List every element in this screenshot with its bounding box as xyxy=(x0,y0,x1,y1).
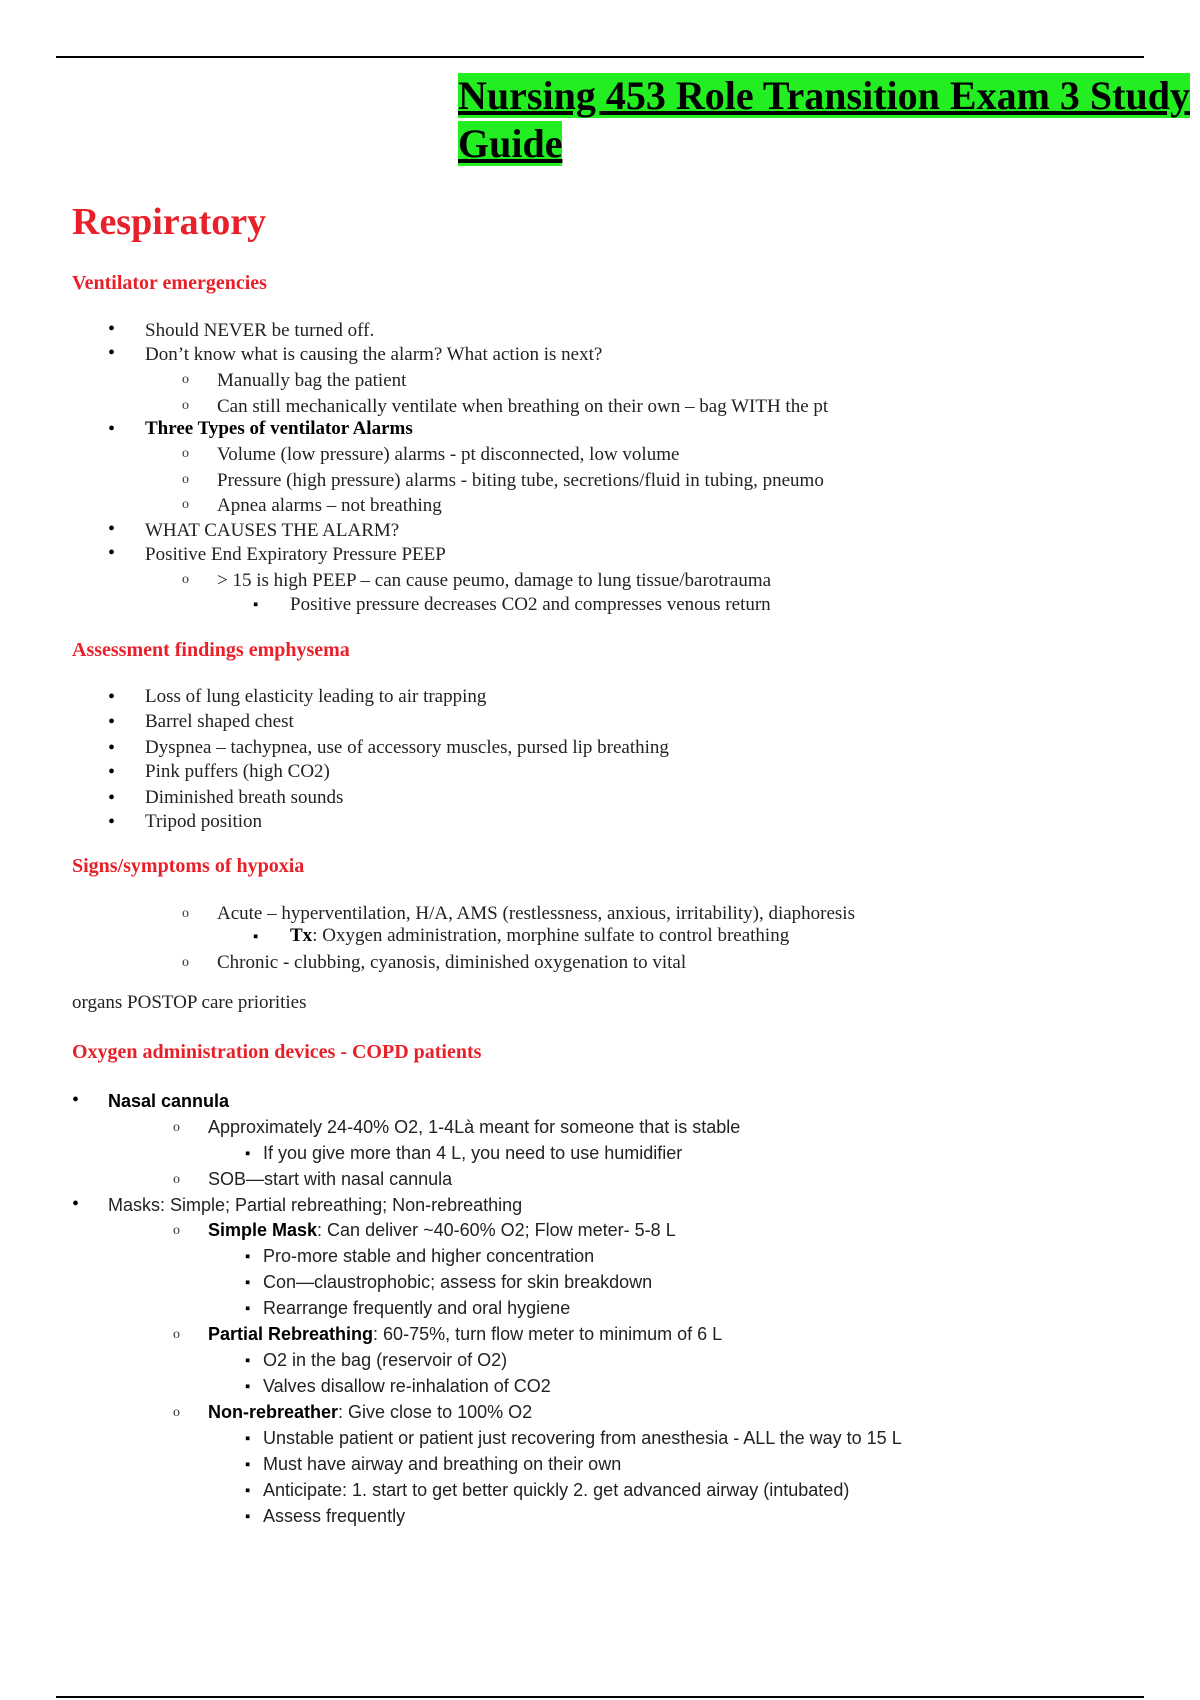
list-item xyxy=(208,1324,722,1345)
list-item: Tripod position xyxy=(145,811,263,832)
circle-bullet-icon: o xyxy=(173,1405,180,1420)
non-rebreather-text: : Give close to 100% O2 xyxy=(338,1402,533,1422)
non-rebreather-label: Non-rebreather xyxy=(208,1402,339,1422)
list-item: O2 in the bag (reservoir of O2) xyxy=(263,1350,508,1370)
list-item: > 15 is high PEEP – can cause peumo, damage to lung tissue/barotrauma xyxy=(217,570,772,591)
list-item: Con—claustrophobic; assess for skin breakdown xyxy=(263,1272,653,1292)
simple-mask-text: : Can deliver ~40-60% O2; Flow meter- 5-8 L xyxy=(317,1220,676,1240)
bottom-rule xyxy=(56,1696,1144,1698)
square-bullet-icon: ▪ xyxy=(245,1275,251,1291)
list-item: Anticipate: 1. start to get better quickly 2. get advanced airway (intubated) xyxy=(263,1480,850,1500)
heading-emphysema: Assessment findings emphysema xyxy=(72,639,350,661)
circle-bullet-icon: o xyxy=(182,398,189,413)
list-item: Volume (low pressure) alarms - pt disconnected, low volume xyxy=(217,444,680,465)
list-item: SOB—start with nasal cannula xyxy=(208,1169,453,1189)
bullet-icon: • xyxy=(108,787,116,809)
circle-bullet-icon: o xyxy=(182,372,189,387)
list-item: Don’t know what is causing the alarm? What action is next? xyxy=(145,344,603,365)
bullet-icon: • xyxy=(108,711,116,733)
list-item: Rearrange frequently and oral hygiene xyxy=(263,1298,571,1318)
circle-bullet-icon: o xyxy=(173,1172,180,1187)
tx-text: : Oxygen administration, morphine sulfate to control breathing xyxy=(312,925,790,946)
list-item: Must have airway and breathing on their own xyxy=(263,1454,622,1474)
partial-rebreathing-text: : 60-75%, turn flow meter to minimum of 6 L xyxy=(373,1324,723,1344)
circle-bullet-icon: o xyxy=(182,446,189,461)
square-bullet-icon: ▪ xyxy=(253,597,259,613)
list-item: Three Types of ventilator Alarms xyxy=(145,418,413,439)
square-bullet-icon: ▪ xyxy=(245,1301,251,1317)
list-item: Should NEVER be turned off. xyxy=(145,320,375,341)
list-item: Masks: Simple; Partial rebreathing; Non-rebreathing xyxy=(108,1195,523,1215)
list-item xyxy=(208,1220,676,1241)
circle-bullet-icon: o xyxy=(182,572,189,587)
list-item: Chronic - clubbing, cyanosis, diminished oxygenation to vital xyxy=(217,952,687,973)
list-item: Barrel shaped chest xyxy=(145,711,294,732)
square-bullet-icon: ▪ xyxy=(245,1249,251,1265)
square-bullet-icon: ▪ xyxy=(245,1509,251,1525)
heading-oxygen-devices: Oxygen administration devices - COPD patients xyxy=(72,1041,482,1063)
list-item: Dyspnea – tachypnea, use of accessory muscles, pursed lip breathing xyxy=(145,737,669,758)
list-item: Positive End Expiratory Pressure PEEP xyxy=(145,544,446,565)
list-item: Diminished breath sounds xyxy=(145,787,344,808)
bullet-icon: • xyxy=(108,686,116,708)
list-item: Loss of lung elasticity leading to air trapping xyxy=(145,686,487,707)
simple-mask-label: Simple Mask xyxy=(208,1220,318,1240)
list-item: Positive pressure decreases CO2 and compresses venous return xyxy=(290,594,771,615)
list-item: Valves disallow re-inhalation of CO2 xyxy=(263,1376,551,1396)
list-item: Assess frequently xyxy=(263,1506,406,1526)
heading-ventilator-emergencies: Ventilator emergencies xyxy=(72,272,267,294)
heading-hypoxia: Signs/symptoms of hypoxia xyxy=(72,855,305,877)
bullet-icon: • xyxy=(108,418,116,440)
bullet-icon: • xyxy=(72,1193,80,1215)
list-item: Acute – hyperventilation, H/A, AMS (restlessness, anxious, irritability), diaphoresis xyxy=(217,903,855,924)
circle-bullet-icon: o xyxy=(182,955,189,970)
list-item: Approximately 24-40% O2, 1-4Là meant for someone that is stable xyxy=(208,1117,741,1137)
square-bullet-icon: ▪ xyxy=(245,1353,251,1369)
bullet-icon: • xyxy=(108,342,116,364)
list-item: Unstable patient or patient just recovering from anesthesia - ALL the way to 15 L xyxy=(263,1428,902,1448)
bullet-icon: • xyxy=(108,811,116,833)
circle-bullet-icon: o xyxy=(182,497,189,512)
square-bullet-icon: ▪ xyxy=(245,1457,251,1473)
circle-bullet-icon: o xyxy=(173,1327,180,1342)
bullet-icon: • xyxy=(108,318,116,340)
list-item: Pressure (high pressure) alarms - biting tube, secretions/fluid in tubing, pneumo xyxy=(217,470,824,491)
bullet-icon: • xyxy=(108,542,116,564)
circle-bullet-icon: o xyxy=(182,906,189,921)
list-item: Manually bag the patient xyxy=(217,370,407,391)
tx-label: Tx xyxy=(290,925,313,946)
list-item xyxy=(290,925,789,947)
list-item: WHAT CAUSES THE ALARM? xyxy=(145,520,400,541)
section-heading-respiratory: Respiratory xyxy=(72,201,267,243)
circle-bullet-icon: o xyxy=(173,1120,180,1135)
square-bullet-icon: ▪ xyxy=(253,929,259,945)
square-bullet-icon: ▪ xyxy=(245,1146,251,1162)
postop-line: organs POSTOP care priorities xyxy=(72,992,307,1013)
bullet-icon: • xyxy=(108,518,116,540)
list-item: Nasal cannula xyxy=(108,1091,230,1111)
top-rule xyxy=(56,56,1144,58)
partial-rebreathing-label: Partial Rebreathing xyxy=(208,1324,374,1344)
square-bullet-icon: ▪ xyxy=(245,1431,251,1447)
list-item xyxy=(208,1402,532,1423)
circle-bullet-icon: o xyxy=(182,472,189,487)
square-bullet-icon: ▪ xyxy=(245,1483,251,1499)
list-item: Pro-more stable and higher concentration xyxy=(263,1246,595,1266)
list-item: Pink puffers (high CO2) xyxy=(145,761,330,782)
circle-bullet-icon: o xyxy=(173,1223,180,1238)
document-title: Nursing 453 Role Transition Exam 3 Study Guide xyxy=(458,73,1190,166)
bullet-icon: • xyxy=(72,1089,80,1111)
list-item: Apnea alarms – not breathing xyxy=(217,495,442,516)
square-bullet-icon: ▪ xyxy=(245,1379,251,1395)
bullet-icon: • xyxy=(108,737,116,759)
bullet-icon: • xyxy=(108,761,116,783)
list-item: If you give more than 4 L, you need to use humidifier xyxy=(263,1143,683,1163)
list-item: Can still mechanically ventilate when breathing on their own – bag WITH the pt xyxy=(217,396,829,417)
